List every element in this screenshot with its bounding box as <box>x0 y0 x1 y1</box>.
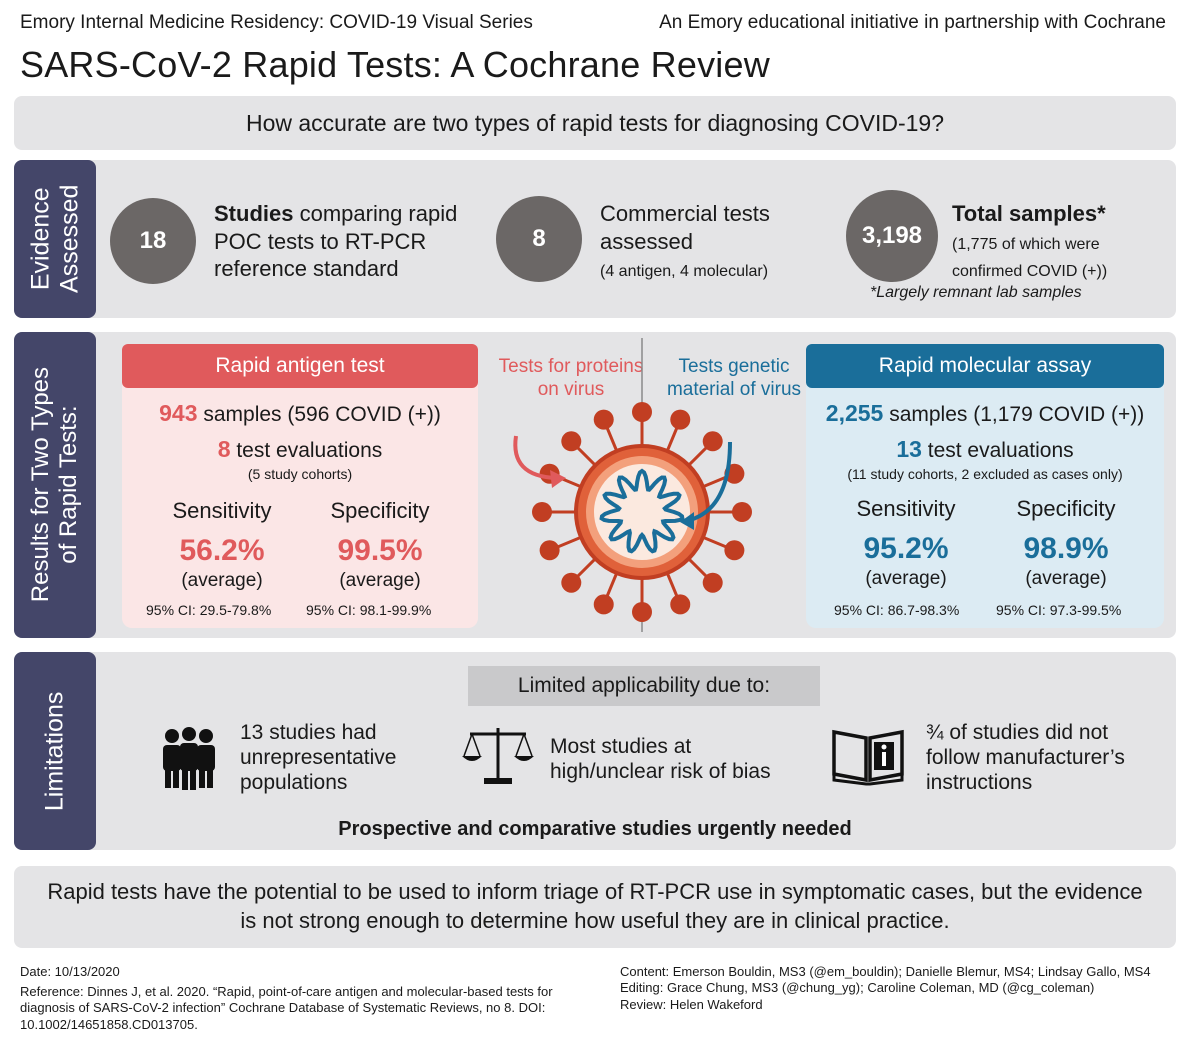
results-tab: Results for Two Types of Rapid Tests: <box>14 332 96 638</box>
evidence-panel <box>14 160 1176 318</box>
virus-spike-stalk <box>666 427 677 453</box>
molecular-title: Rapid molecular assay <box>806 344 1164 388</box>
virus-spike-stalk <box>607 571 618 597</box>
virus-spike-stalk <box>577 447 597 467</box>
virus-spike-stalk <box>666 571 677 597</box>
virus-spike-head <box>540 540 560 560</box>
footer-content: Content: Emerson Bouldin, MS3 (@em_bouldin); Danielle Blemur, MS4; Lindsay Gallo, MS4 <box>620 964 1151 979</box>
virus-spike-head <box>561 431 581 451</box>
samples-footnote: *Largely remnant lab samples <box>870 284 1082 301</box>
footer-reference: Reference: Dinnes J, et al. 2020. “Rapid, point-of-care antigen and molecular-based tests for diagnosis of SARS-CoV-2 infection” Cochrane Database of Systematic Reviews, no 8. DOI: 10.1002/14651858.CD013705. <box>20 984 553 1032</box>
limitations-panel <box>14 652 1176 850</box>
antigen-target-label: Tests for proteins on virus <box>498 356 644 400</box>
people-icon <box>160 726 218 790</box>
antigen-card <box>122 344 478 628</box>
molecular-sens-ci: 95% CI: 86.7-98.3% <box>834 602 960 618</box>
antigen-spec-ci: 95% CI: 98.1-99.9% <box>306 602 432 618</box>
molecular-evals: 13 test evaluations <box>896 436 1074 462</box>
samples-count: 3,198 <box>846 190 938 282</box>
page-title: SARS-CoV-2 Rapid Tests: A Cochrane Review <box>20 44 770 85</box>
virus-spike-head <box>724 540 744 560</box>
virus-spike-stalk <box>701 536 727 547</box>
virus-spike-head <box>594 594 614 614</box>
virus-spike-stalk <box>577 557 597 577</box>
virus-spike-head <box>732 502 752 522</box>
molecular-specificity: Specificity 98.9% (average) <box>1016 496 1116 589</box>
virus-spike-head <box>670 594 690 614</box>
antigen-evals: 8 test evaluations <box>217 436 383 462</box>
antigen-samples: 943 samples (596 COVID (+)) <box>159 400 441 426</box>
virus-spike-head <box>532 502 552 522</box>
evidence-tab: Evidence Assessed <box>14 160 96 318</box>
studies-count: 18 <box>110 198 196 284</box>
virus-spike-head <box>632 602 652 622</box>
antigen-sensitivity: Sensitivity 56.2% (average) <box>172 498 272 591</box>
molecular-cohorts: (11 study cohorts, 2 excluded as cases only) <box>847 466 1123 482</box>
limitations-conclusion: Prospective and comparative studies urgently needed <box>338 818 852 840</box>
scales-icon <box>462 724 534 788</box>
virus-spike-stalk <box>557 536 583 547</box>
molecular-sensitivity: Sensitivity 95.2% (average) <box>856 496 956 589</box>
question-banner <box>14 96 1176 150</box>
virus-spike-head <box>703 573 723 593</box>
molecular-spec-ci: 95% CI: 97.3-99.5% <box>996 602 1122 618</box>
virus-spike-stalk <box>607 427 618 453</box>
virus-spike-stalk <box>687 557 707 577</box>
tests-count: 8 <box>496 196 582 282</box>
partner-label: An Emory educational initiative in partnership with Cochrane <box>659 12 1166 33</box>
conclusion-text: Rapid tests have the potential to be used to inform triage of RT-PCR use in symptomatic cases, but the evidence is not strong enough to determine how useful they are in clinical practice. <box>47 879 1143 933</box>
footer-editing: Editing: Grace Chung, MS3 (@chung_yg); Caroline Coleman, MD (@cg_coleman) <box>620 980 1095 996</box>
molecular-samples: 2,255 samples (1,179 COVID (+)) <box>825 400 1145 426</box>
limitations-heading: Limited applicability due to: <box>468 666 820 706</box>
virus-spike-head <box>632 402 652 422</box>
antigen-specificity: Specificity 99.5% (average) <box>330 498 430 591</box>
limitations-tab: Limitations <box>14 652 96 850</box>
samples-text: Total samples* (1,775 of which were confirmed COVID (+)) <box>952 201 1108 280</box>
limitation-instructions: ¾ of studies did not follow manufacturer’s instructions <box>926 721 1125 795</box>
virus-illustration <box>494 332 804 638</box>
virus-spike-head <box>703 431 723 451</box>
virus-spike-head <box>670 410 690 430</box>
antigen-title: Rapid antigen test <box>122 344 478 388</box>
conclusion-banner <box>14 866 1176 948</box>
question-text: How accurate are two types of rapid tests for diagnosing COVID-19? <box>245 109 944 136</box>
footer-review: Review: Helen Wakeford <box>620 996 763 1012</box>
molecular-target-label: Tests genetic material of virus <box>666 356 802 400</box>
antigen-cohorts: (5 study cohorts) <box>247 466 353 482</box>
antigen-sens-ci: 95% CI: 29.5-79.8% <box>146 602 272 618</box>
book-info-icon <box>830 724 906 786</box>
virus-spike-head <box>561 573 581 593</box>
series-label: Emory Internal Medicine Residency: COVID-19 Visual Series <box>20 12 533 33</box>
results-panel <box>14 332 1176 638</box>
footer-date: Date: 10/13/2020 <box>20 964 120 979</box>
virus-spike-stalk <box>687 447 707 467</box>
molecular-card <box>806 344 1164 628</box>
limitation-populations: 13 studies had unrepresentative populations <box>240 721 397 795</box>
virus-spike-head <box>594 410 614 430</box>
footer-credits <box>620 964 1176 1013</box>
limitation-bias: Most studies at high/unclear risk of bias <box>550 735 771 784</box>
tests-text: Commercial tests assessed (4 antigen, 4 molecular) <box>600 201 770 280</box>
studies-text: Studies comparing rapid POC tests to RT-PCR reference standard <box>214 201 458 281</box>
